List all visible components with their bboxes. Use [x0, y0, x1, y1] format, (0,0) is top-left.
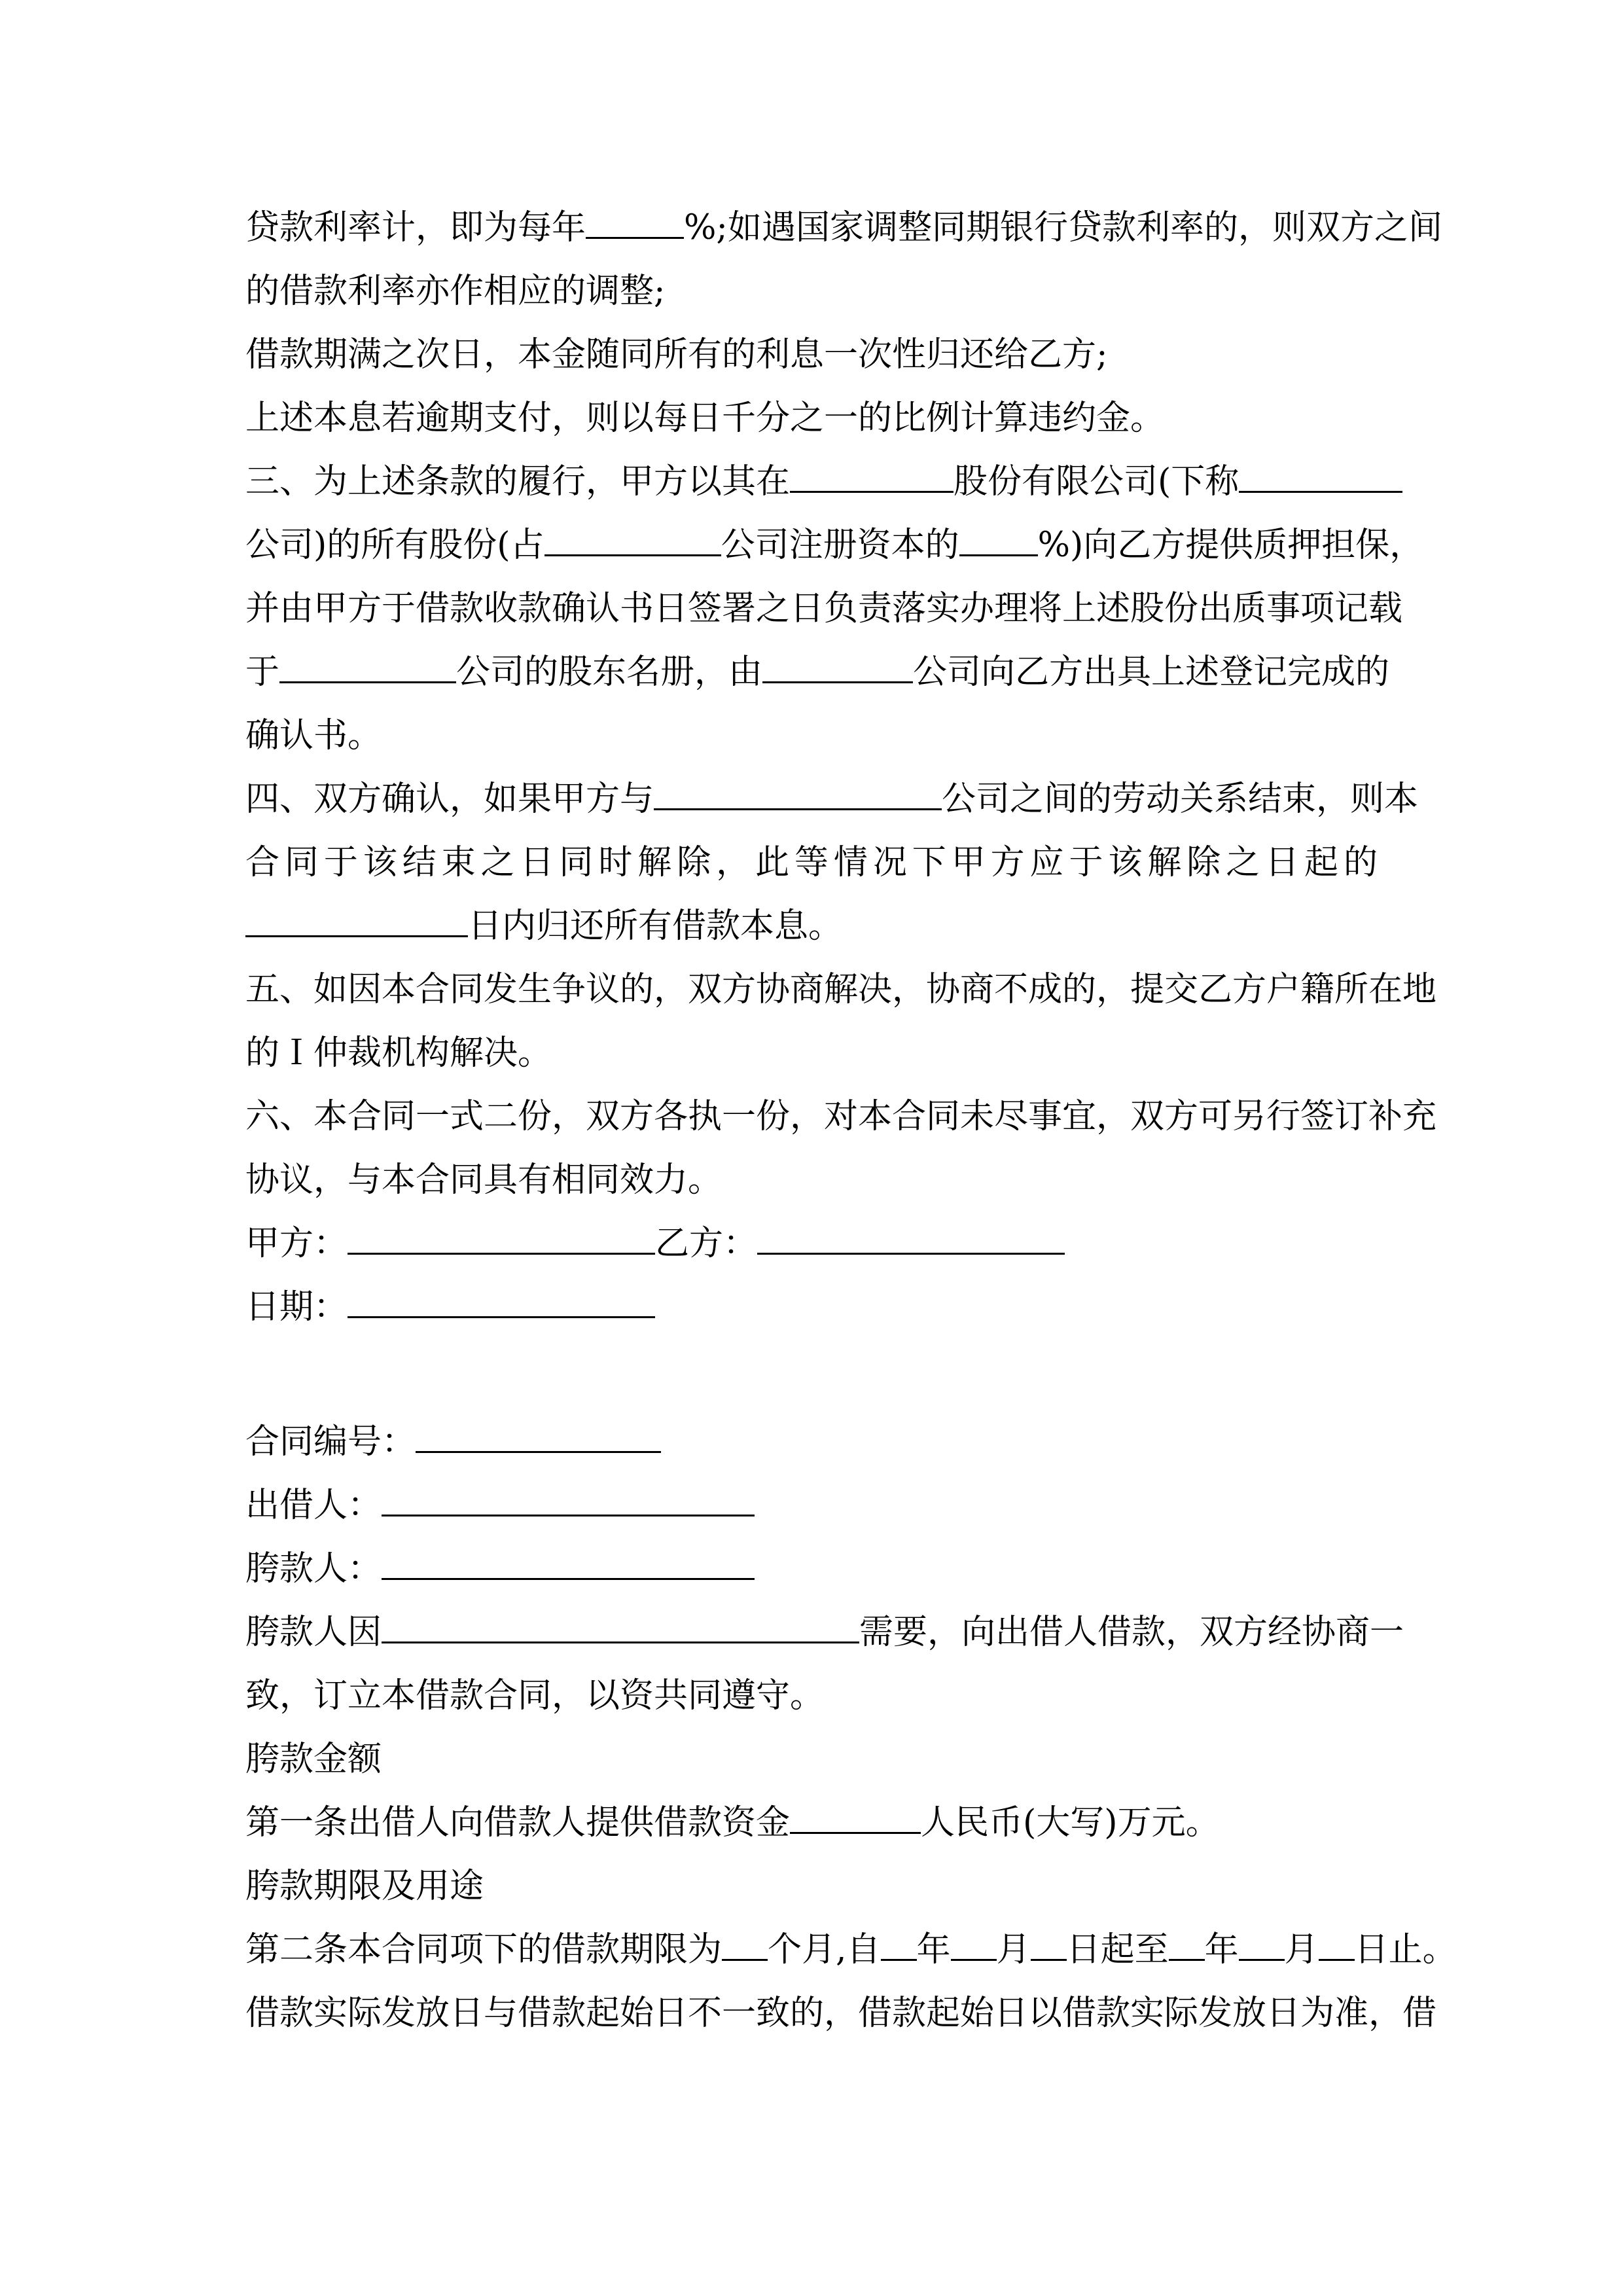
blank-end-year[interactable]: [1169, 1930, 1205, 1961]
blank-start-month[interactable]: [951, 1930, 997, 1961]
blank-start-year[interactable]: [881, 1930, 917, 1961]
intro-line-2: 致，订立本借款合同，以资共同遵守。: [245, 1676, 825, 1715]
blank-company-name[interactable]: [790, 462, 954, 493]
date-line: 日期：: [245, 1283, 655, 1331]
penalty-line: 上述本息若逾期支付，则以每日千分之一的比例计算违约金。: [245, 399, 1165, 438]
article-2: 第二条本合同项下的借款期限为 个月,自 年 月 日起至 年 月 日止。: [245, 1930, 1457, 1969]
borrower-line: 胯款人：: [245, 1545, 755, 1592]
blank-date[interactable]: [348, 1287, 655, 1318]
clause-3-line-2: 公司)的所有股份(占 公司注册资本的 %)向乙方提供质押担保，: [245, 526, 1424, 565]
blank-end-day[interactable]: [1319, 1930, 1355, 1961]
clause-4-line-1: 四、双方确认，如果甲方与 公司之间的劳动关系结束，则本: [245, 780, 1419, 819]
clause-6-line-1: 六、本合同一式二份，双方各执一份，对本合同未尽事宜，双方可另行签订补充: [245, 1097, 1437, 1136]
clause-5-line-2: 的Ｉ仲裁机构解决。: [245, 1033, 552, 1073]
clause-4-line-2: 合同于该结束之日同时解除，此等情况下甲方应于该解除之日起的: [245, 843, 1378, 882]
blank-issuing-company[interactable]: [762, 653, 913, 683]
blank-start-day[interactable]: [1031, 1930, 1067, 1961]
lender-line: 出借人：: [245, 1482, 755, 1529]
blank-days[interactable]: [245, 906, 468, 937]
blank-purpose[interactable]: [382, 1613, 859, 1643]
blank-share-percent[interactable]: [959, 526, 1038, 556]
blank-annual-rate[interactable]: [586, 208, 684, 239]
blank-party-b[interactable]: [757, 1224, 1065, 1255]
clause-3-line-4: 于 公司的股东名册，由 公司向乙方出具上述登记完成的: [245, 653, 1390, 692]
blank-registry-company[interactable]: [279, 653, 456, 683]
clause-5-line-1: 五、如因本合同发生争议的，双方协商解决，协商不成的，提交乙方户籍所在地: [245, 970, 1437, 1009]
blank-employer[interactable]: [654, 780, 942, 810]
blank-contract-number[interactable]: [416, 1422, 661, 1453]
signature-line: 甲方： 乙方：: [245, 1220, 1065, 1267]
clause-3-line-3: 并由甲方于借款收款确认书日签署之日负责落实办理将上述股份出质事项记载: [245, 589, 1403, 628]
heading-loan-term: 胯款期限及用途: [245, 1867, 484, 1906]
clause-6-line-2: 协议，与本合同具有相同效力。: [245, 1160, 722, 1200]
clause-3-line-5: 确认书。: [245, 716, 382, 755]
blank-loan-amount[interactable]: [790, 1803, 921, 1834]
blank-borrower[interactable]: [382, 1549, 755, 1580]
repayment-line: 借款期满之次日，本金随同所有的利息一次性归还给乙方;: [245, 335, 1108, 374]
blank-lender[interactable]: [382, 1486, 755, 1516]
intro-line-1: 胯款人因 需要，向出借人借款，双方经协商一: [245, 1613, 1404, 1652]
blank-company-short[interactable]: [1239, 462, 1402, 493]
blank-company[interactable]: [544, 526, 721, 556]
clause-3-line-1: 三、为上述条款的履行，甲方以其在 股份有限公司(下称: [245, 458, 1378, 505]
article-2-continued: 借款实际发放日与借款起始日不一致的，借款起始日以借款实际发放日为准，借: [245, 1994, 1437, 2033]
blank-end-month[interactable]: [1239, 1930, 1285, 1961]
blank-months[interactable]: [722, 1930, 768, 1961]
interest-rate-line: 贷款利率计，即为每年 %;如遇国家调整同期银行贷款利率的，则双方之间: [245, 208, 1442, 247]
blank-party-a[interactable]: [348, 1224, 655, 1255]
rate-adjust-line: 的借款利率亦作相应的调整;: [245, 272, 666, 311]
heading-loan-amount: 胯款金额: [245, 1740, 382, 1779]
contract-number-line: 合同编号：: [245, 1418, 661, 1465]
article-1: 第一条出借人向借款人提供借款资金 人民币(大写)万元。: [245, 1803, 1220, 1842]
clause-4-line-3: 日内归还所有借款本息。: [245, 903, 842, 950]
